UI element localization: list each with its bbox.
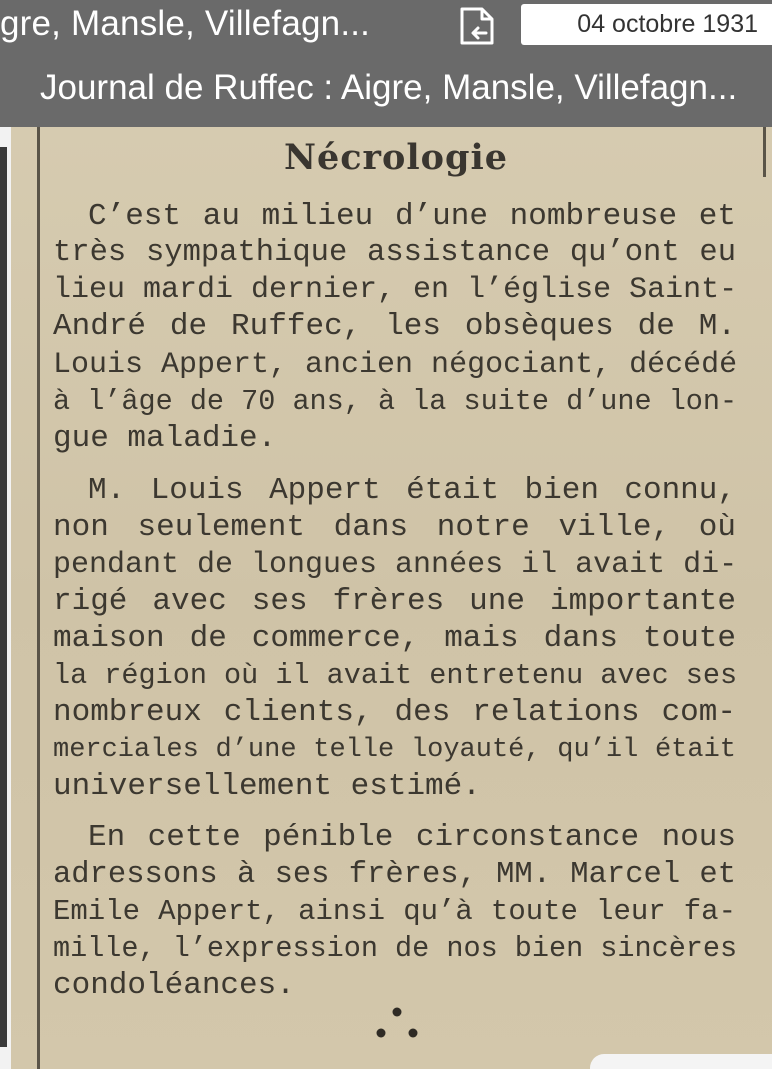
- article-line: à l’âge de 70 ans, à la suite d’une lon-: [53, 385, 738, 418]
- article-line: gue maladie.: [53, 421, 277, 456]
- date-label: 04 octobre 1931: [577, 10, 758, 38]
- article-heading: Nécrologie: [283, 137, 509, 178]
- article-line: la région où il avait entretenu avec ses: [53, 659, 738, 692]
- three-dot-ornament-icon: [368, 1003, 428, 1043]
- article-line: merciales d’une telle loyauté, qu’il était: [53, 735, 736, 765]
- bottom-sheet-handle[interactable]: [590, 1054, 772, 1069]
- article-line: Louis Appert, ancien négociant, décédé: [53, 348, 738, 382]
- article-line: mille, l’expression de nos bien sincères: [53, 932, 738, 965]
- article-line: lieu mardi dernier, en l’église Saint-: [53, 273, 738, 307]
- article-line: Emile Appert, ainsi qu’à toute leur fa-: [53, 895, 736, 928]
- article-line: très sympathique assistance qu’ont eu: [53, 236, 736, 270]
- app-bar-top-row: [0, 0, 772, 58]
- app-bar: [0, 0, 772, 127]
- adjacent-page-edge: [0, 147, 7, 1047]
- article-line: non seulement dans notre ville, où: [53, 510, 736, 545]
- document-title: Journal de Ruffec : Aigre, Mansle, Villefagn...: [40, 68, 738, 107]
- page-edge: [0, 127, 11, 1069]
- article-line: nombreux clients, des relations com-: [53, 695, 736, 730]
- article-line: pendant de longues années il avait di-: [53, 548, 738, 582]
- article-line: universellement estimé.: [53, 769, 481, 804]
- document-viewer[interactable]: [0, 127, 772, 1069]
- column-rule-left: [37, 127, 40, 1069]
- article-line: condoléances.: [53, 968, 295, 1003]
- document-export-icon[interactable]: [458, 6, 496, 46]
- article-line: C’est au milieu d’une nombreuse et: [88, 199, 736, 234]
- article-line: rigé avec ses frères une importante: [53, 584, 736, 619]
- short-title: gre, Mansle, Villefagn...: [0, 4, 371, 43]
- article-line: adressons à ses frères, MM. Marcel et: [53, 858, 736, 892]
- article-line: M. Louis Appert était bien connu,: [88, 473, 736, 508]
- article-line: En cette pénible circonstance nous: [88, 820, 736, 855]
- date-selector[interactable]: [521, 4, 772, 45]
- article-line: André de Ruffec, les obsèques de M.: [53, 309, 736, 344]
- article-line: maison de commerce, mais dans toute: [53, 621, 736, 656]
